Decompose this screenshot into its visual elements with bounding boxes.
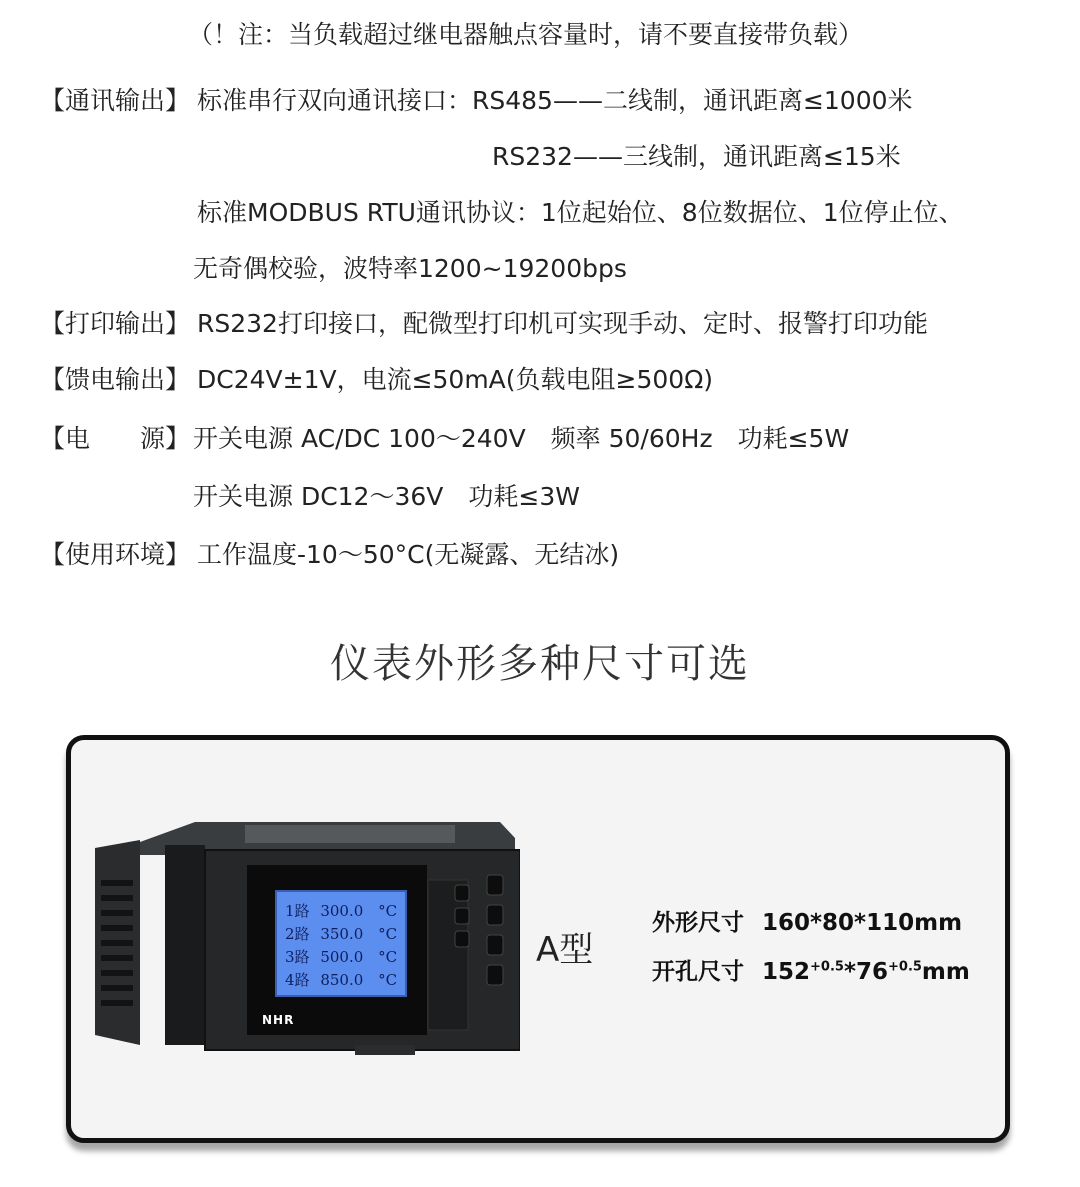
display-unit: °C	[378, 902, 398, 920]
relay-note: （！注：当负载超过继电器触点容量时，请不要直接带负载）	[188, 20, 864, 49]
display-channel: 3路	[285, 948, 310, 966]
spec-feed-line-1: DC24V±1V，电流≤50mA(负载电阻≥500Ω)	[197, 365, 714, 394]
outer-dimension-value: 160*80*110mm	[762, 910, 963, 936]
display-value: 850.0	[320, 971, 364, 989]
outer-dimension-label: 外形尺寸	[652, 910, 744, 936]
display-row	[285, 946, 405, 969]
cutout-dimension	[652, 953, 970, 986]
spec-label-environment: 【使用环境】	[40, 540, 191, 569]
spec-communication-line-1: 标准串行双向通讯接口：RS485——二线制，通讯距离≤1000米	[197, 86, 913, 115]
spec-label-feed: 【馈电输出】	[40, 365, 191, 394]
cutout-height: 76	[855, 959, 888, 985]
display-channel: 1路	[285, 902, 310, 920]
spec-power-line-2: 开关电源 DC12～36V 功耗≤3W	[193, 482, 580, 511]
spec-communication-line-2: RS232——三线制，通讯距离≤15米	[492, 142, 901, 171]
cutout-width: 152	[762, 959, 811, 985]
cutout-width-tolerance: +0.5	[810, 959, 844, 975]
model-name: A型	[536, 930, 594, 970]
display-channel: 4路	[285, 971, 310, 989]
display-row	[285, 900, 405, 923]
spec-power-line-1: 开关电源 AC/DC 100～240V 频率 50/60Hz 功耗≤5W	[193, 424, 850, 453]
display-value: 350.0	[320, 925, 364, 943]
display-row	[285, 969, 405, 992]
spec-print-line-1: RS232打印接口，配微型打印机可实现手动、定时、报警打印功能	[197, 309, 928, 338]
display-value: 300.0	[320, 902, 364, 920]
display-value: 500.0	[320, 948, 364, 966]
display-channel: 2路	[285, 925, 310, 943]
spec-communication-line-3: 标准MODBUS RTU通讯协议：1位起始位、8位数据位、1位停止位、	[197, 198, 964, 227]
spec-label-print: 【打印输出】	[40, 309, 191, 338]
brand-logo: NHR	[262, 1013, 295, 1027]
display-unit: °C	[378, 925, 398, 943]
spec-label-communication: 【通讯输出】	[40, 86, 191, 115]
cutout-dimension-label: 开孔尺寸	[652, 959, 744, 985]
spec-communication-line-4: 无奇偶校验，波特率1200~19200bps	[193, 254, 627, 283]
outer-dimension	[652, 904, 962, 937]
display-unit: °C	[378, 971, 398, 989]
cutout-height-tolerance: +0.5	[888, 959, 922, 975]
display-row	[285, 923, 405, 946]
cutout-unit: mm	[921, 959, 970, 985]
display-unit: °C	[378, 948, 398, 966]
section-heading: 仪表外形多种尺寸可选	[330, 641, 750, 687]
spec-label-power: 【电 源】	[40, 424, 191, 453]
cutout-separator: *	[843, 959, 856, 985]
spec-environment-line-1: 工作温度-10～50°C(无凝露、无结冰)	[197, 540, 620, 569]
meter-lcd-display	[275, 890, 407, 997]
